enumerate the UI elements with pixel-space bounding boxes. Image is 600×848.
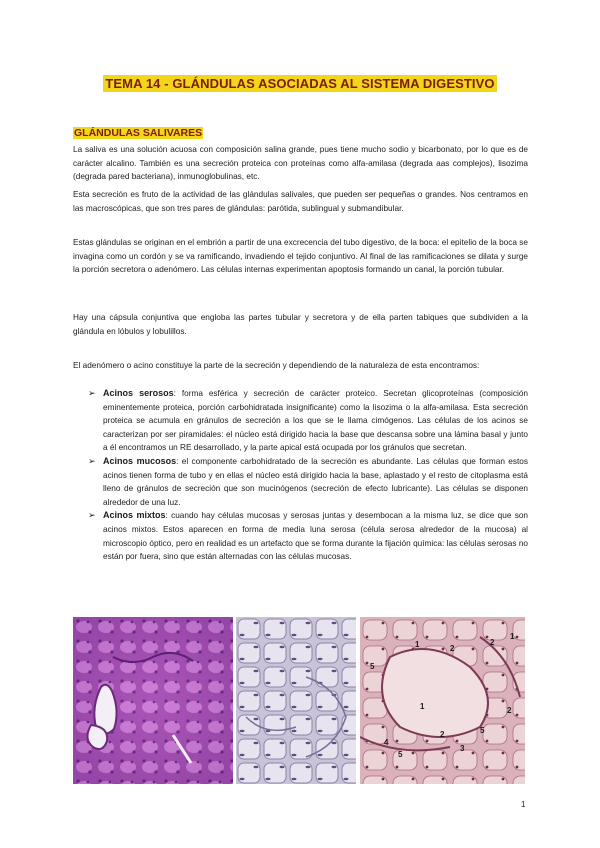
list-item-text: : forma esférica y secreción de carácter proteico. Secretan glicoproteínas (composición eminentemente proteica, porción carbohidratada insignificante) como la lisozima o la alfa-amilasa. Esta secreción proteica se acumula en gránulos de secreción a los que se le llama cimógenos. Las células de los acinos se caracterizan por ser piramidales: el núcleo está dirigido hacia la base que descansa sobre una lámina basal y junto a él encontramos un RE desarrollado, y la parte apical está ocupada por los gránulos que secretan. [103, 389, 528, 453]
figure-label: 5 [398, 750, 403, 759]
figure-label: 1 [415, 640, 420, 649]
paragraph-secretion: Esta secreción es fruto de la actividad de las glándulas salivales, que pueden ser pequeñas o grandes. Nos centramos en las macroscópicas, que son tres pares de glándulas: parótida, sublingual y submandibular. [73, 190, 528, 213]
mucous-acini-micrograph [236, 617, 356, 784]
figure-label: 2 [450, 644, 455, 653]
paragraph-origin: Estas glándulas se originan en el embrión a partir de una excrecencia del tubo digestivo, de la boca: el epitelio de la boca se invagina como un cordón y se va ramificando, invadiendo el tejido conjuntivo. Al final de las ramificaciones se dilata y surge la porción secretora o adenómero. Las células internas experimentan apoptosis formando un canal, la porción tubular. [73, 238, 528, 275]
figure-label: 1 [510, 632, 515, 641]
figure-label: 5 [370, 662, 375, 671]
serous-acini-micrograph [73, 617, 233, 784]
paragraph-intro: La saliva es una solución acuosa con composición salina grande, pues tiene mucho sodio y bicarbonato, por lo que es de carácter alcalino. También es una secreción proteica con proteínas como alfa-amilasa (degrada aas complejos), lisozima (degrada pared bacteriana), inmunoglobulinas, etc. [73, 145, 528, 182]
paragraph-capsule: Hay una cápsula conjuntiva que engloba las partes tubular y secretora y de ella parten tabiques que subdividen a la glándula en lóbulos y lobulillos. [73, 313, 528, 336]
figure-label: 2 [507, 706, 512, 715]
list-item-term: Acinos mixtos [103, 510, 166, 521]
figure-label: 1 [420, 702, 425, 711]
list-item [88, 509, 528, 563]
arrow-bullet-icon: ➢ [88, 388, 96, 398]
mixed-acini-micrograph [360, 617, 525, 784]
section-heading-block [73, 127, 203, 139]
page-number: 1 [521, 800, 526, 809]
paragraph-acinus: El adenómero o acino constituye la parte de la secreción y dependiendo de la naturaleza de esta encontramos: [73, 361, 480, 370]
list-item [88, 455, 528, 509]
acinus-types-list [88, 387, 528, 564]
figure-label: 5 [480, 726, 485, 735]
list-item [88, 387, 528, 455]
list-item-text: : el componente carbohidratado de la secreción es abundante. Las células que forman estos acinos tienen forma de tubo y en ellas el núcleo está dirigido hacia la base, aplastado y el resto de citoplasma está lleno de gránulos de secreción que son mucinógenos (secreción de efecto lubricante). Las células se disponen alrededor de una luz. [103, 456, 528, 507]
list-item-term: Acinos mucosos [103, 455, 177, 466]
figure-label: 3 [460, 744, 465, 753]
page-title-block [0, 75, 600, 93]
arrow-bullet-icon: ➢ [88, 510, 96, 521]
figure-label: 2 [490, 638, 495, 647]
page-title: TEMA 14 - GLÁNDULAS ASOCIADAS AL SISTEMA DIGESTIVO [105, 76, 495, 91]
section-heading: GLÁNDULAS SALIVARES [74, 127, 203, 139]
figure-label: 2 [440, 730, 445, 739]
list-item-term: Acinos serosos [103, 388, 174, 398]
list-item-text: : cuando hay células mucosas y serosas juntas y desembocan a la misma luz, se dice que son acinos mixtos. Estos aparecen en forma de media luna serosa (célula serosa alrededor de la mucosa) al microscopio óptico, pero en realidad es un artefacto que se forma durante la fijación química: las células serosas no están por fuera, sino que están alternadas con las células mucosas. [103, 511, 528, 562]
figure-label: 4 [384, 738, 389, 747]
arrow-bullet-icon: ➢ [88, 455, 96, 466]
